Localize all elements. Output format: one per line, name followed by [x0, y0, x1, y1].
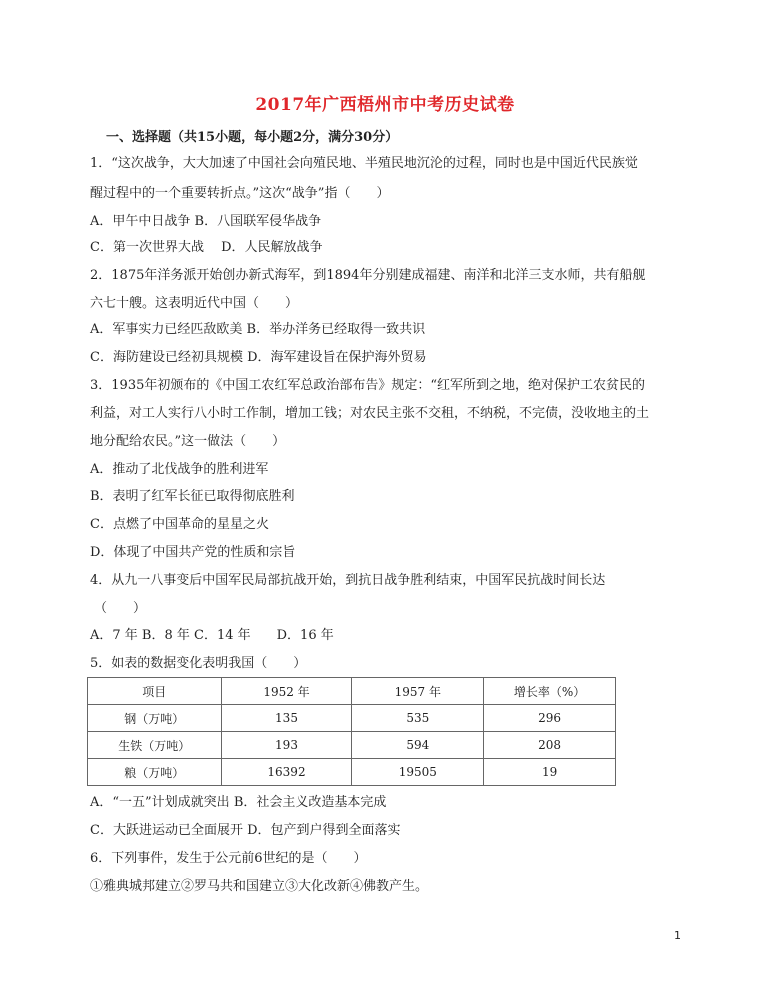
q3-option-a: A．推动了北伐战争的胜利进军 [90, 462, 269, 477]
table-row [88, 705, 616, 732]
q3-stem-line-2: 利益，对工人实行八小时工作制，增加工钱；对农民主张不交租，不纳税，不完债，没收地主的土 [90, 406, 650, 421]
q3-option-b: B．表明了红军长征已取得彻底胜利 [90, 489, 295, 504]
table-cell: 594 [352, 732, 484, 759]
q1-options-line-2: C．第一次世界大战 D．人民解放战争 [90, 240, 323, 255]
q3-option-d: D．体现了中国共产党的性质和宗旨 [90, 545, 296, 560]
table-header-cell: 1952 年 [221, 678, 352, 705]
table-cell: 135 [221, 705, 352, 732]
q1-stem-line-1: 1．“这次战争，大大加速了中国社会向殖民地、半殖民地沉沦的过程，同时也是中国近代民族觉 [90, 156, 638, 171]
table-cell: 535 [352, 705, 484, 732]
q4-stem-line-2: （ ） [94, 601, 147, 616]
page-number: 1 [674, 929, 681, 942]
table-cell: 193 [221, 732, 352, 759]
q3-option-c: C．点燃了中国革命的星星之火 [90, 517, 269, 532]
q4-stem-line-1: 4．从九一八事变后中国军民局部抗战开始，到抗日战争胜利结束，中国军民抗战时间长达 [90, 573, 606, 588]
q1-stem-line-2: 醒过程中的一个重要转折点。”这次“战争”指（ ） [90, 186, 390, 201]
q3-stem-line-1: 3．1935年初颁布的《中国工农红军总政治部布告》规定：“红军所到之地，绝对保护工农贫民的 [90, 378, 646, 393]
q2-stem-line-1: 2．1875年洋务派开始创办新式海军，到1894年分别建成福建、南洋和北洋三支水师，共有船舰 [90, 268, 646, 283]
q5-options-line-1: A．“一五”计划成就突出 B．社会主义改造基本完成 [90, 795, 387, 810]
q3-stem-line-3: 地分配给农民。”这一做法（ ） [90, 434, 286, 449]
table-row [88, 732, 616, 759]
table-header-cell: 增长率（%） [484, 678, 616, 705]
table-cell: 208 [484, 732, 616, 759]
page-title: 2017年广西梧州市中考历史试卷 [255, 95, 515, 115]
table-cell: 钢（万吨） [88, 705, 222, 732]
table-cell: 16392 [221, 759, 352, 786]
table-cell: 296 [484, 705, 616, 732]
table-header-cell: 1957 年 [352, 678, 484, 705]
data-table [87, 677, 616, 786]
section-heading: 一、选择题（共15小题，每小题2分，满分30分） [106, 130, 399, 145]
q5-stem-line-1: 5．如表的数据变化表明我国（ ） [90, 656, 307, 671]
table-header-cell: 项目 [88, 678, 222, 705]
q2-stem-line-2: 六七十艘。这表明近代中国（ ） [90, 296, 299, 311]
table-row [88, 759, 616, 786]
q6-stem-line-1: 6．下列事件，发生于公元前6世纪的是（ ） [90, 851, 367, 866]
table-cell: 19505 [352, 759, 484, 786]
q4-options-line: A．7 年 B．8 年 C．14 年 D．16 年 [90, 628, 334, 643]
table-cell: 生铁（万吨） [88, 732, 222, 759]
table-cell: 粮（万吨） [88, 759, 222, 786]
q1-options-line-1: A．甲午中日战争 B．八国联军侵华战争 [90, 214, 322, 229]
q5-options-line-2: C．大跃进运动已全面展开 D．包产到户得到全面落实 [90, 823, 401, 838]
q6-stem-line-2: ①雅典城邦建立②罗马共和国建立③大化改新④佛教产生。 [90, 879, 429, 894]
q2-options-line-2: C．海防建设已经初具规模 D．海军建设旨在保护海外贸易 [90, 350, 427, 365]
table-cell: 19 [484, 759, 616, 786]
q2-options-line-1: A．军事实力已经匹敌欧美 B．举办洋务已经取得一致共识 [90, 322, 426, 337]
table-header-row [88, 678, 616, 705]
